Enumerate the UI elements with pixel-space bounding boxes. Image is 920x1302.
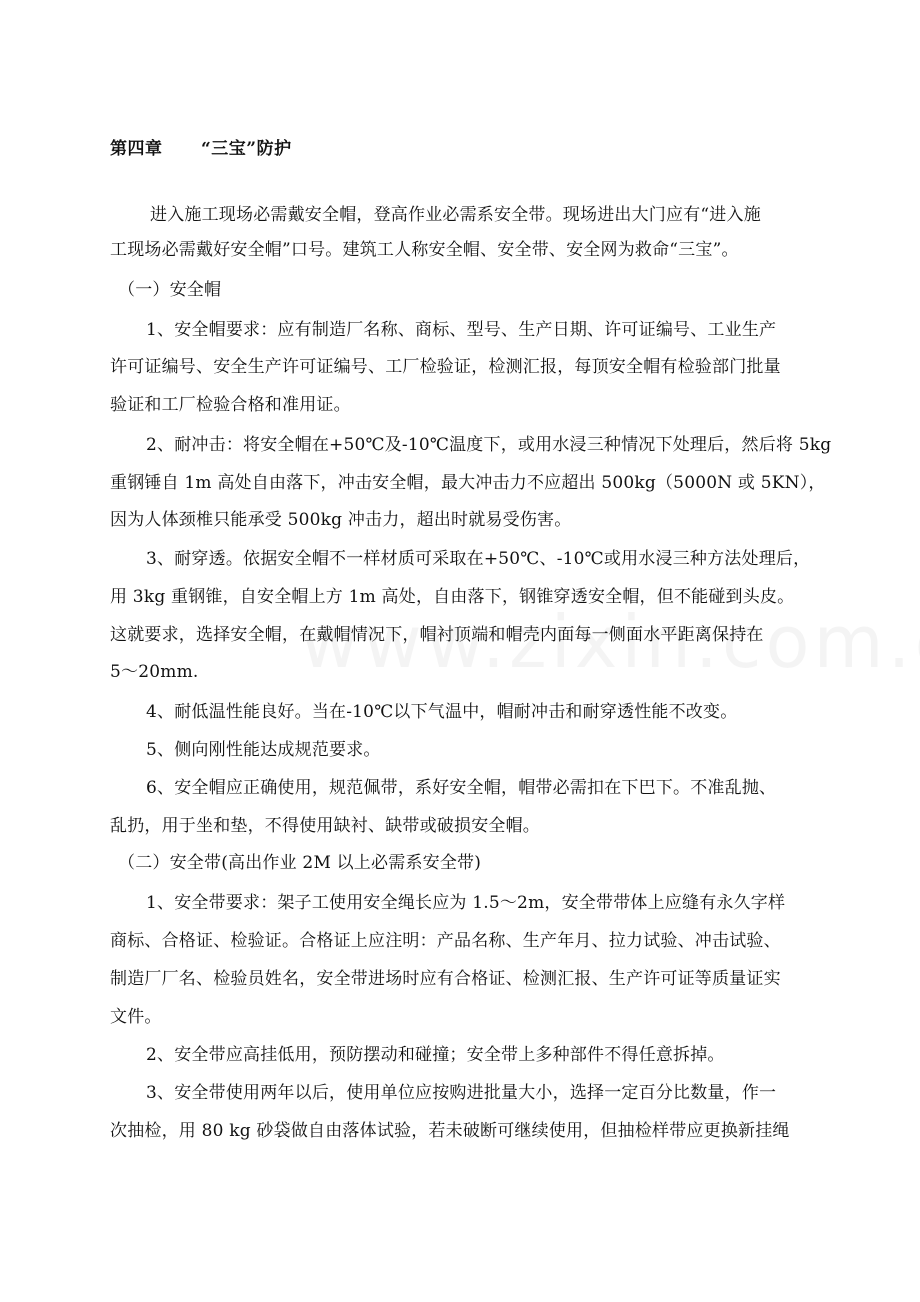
paragraph-line: 5～20mm. [110,662,199,682]
paragraph-line: 2、耐冲击：将安全帽在+50℃及-10℃温度下，或用水浸三种情况下处理后，然后将 5kg [146,435,832,455]
paragraph-line: 次抽检，用 80 kg 砂袋做自由落体试验，若未破断可继续使用，但抽检样带应更换新挂绳 [110,1121,790,1141]
paragraph-line: 因为人体颈椎只能承受 500kg 冲击力，超出时就易受伤害。 [110,510,572,530]
paragraph-line: 4、耐低温性能良好。当在-10℃以下气温中，帽耐冲击和耐穿透性能不改变。 [146,702,738,722]
paragraph-line: 工现场必需戴好安全帽”口号。建筑工人称安全帽、安全带、安全网为救命“三宝”。 [110,240,739,260]
paragraph-line: 乱扔，用于坐和垫，不得使用缺衬、缺带或破损安全帽。 [110,816,540,836]
section-heading: （二）安全带(高出作业 2M 以上必需系安全带) [118,853,482,873]
paragraph-line: 3、安全带使用两年以后，使用单位应按购进批量大小，选择一定百分比数量，作一 [146,1083,777,1103]
paragraph-line: 1、安全带要求：架子工使用安全绳长应为 1.5～2m，安全带带体上应缝有永久字样 [146,893,786,913]
paragraph-line: 这就要求，选择安全帽，在戴帽情况下，帽衬顶端和帽壳内面每一侧面水平距离保持在 [110,625,764,645]
paragraph-line: 5、侧向刚性能达成规范要求。 [146,740,381,760]
section-heading: （一）安全帽 [118,280,222,300]
chapter-heading: 第四章 “三宝”防护 [110,139,292,159]
paragraph-line: 用 3kg 重钢锥，自安全帽上方 1m 高处，自由落下，钢锥穿透安全帽，但不能碰到头皮。 [110,587,795,607]
paragraph-line: 3、耐穿透。依据安全帽不一样材质可采取在+50℃、-10℃或用水浸三种方法处理后， [146,549,811,569]
paragraph-line: 重钢锤自 1m 高处自由落下，冲击安全帽，最大冲击力不应超出 500kg（5000N 或 5KN）， [110,473,826,493]
paragraph-line: 2、安全带应高挂低用，预防摆动和碰撞；安全带上多种部件不得任意拆掉。 [146,1045,725,1065]
paragraph-line: 6、安全帽应正确使用，规范佩带，系好安全帽，帽带必需扣在下巴下。不准乱抛、 [146,778,777,798]
paragraph-line: 文件。 [110,1007,162,1027]
paragraph-line: 验证和工厂检验合格和准用证。 [110,395,351,415]
paragraph-line: 制造厂厂名、检验员姓名，安全带进场时应有合格证、检测汇报、生产许可证等质量证实 [110,969,781,989]
paragraph-line: 许可证编号、安全生产许可证编号、工厂检验证，检测汇报，每顶安全帽有检验部门批量 [110,357,781,377]
paragraph-line: 进入施工现场必需戴安全帽，登高作业必需系安全带。现场进出大门应有“进入施 [150,205,761,225]
paragraph-line: 1、安全帽要求：应有制造厂名称、商标、型号、生产日期、许可证编号、工业生产 [146,320,777,340]
paragraph-line: 商标、合格证、检验证。合格证上应注明：产品名称、生产年月、拉力试验、冲击试验、 [110,931,781,951]
